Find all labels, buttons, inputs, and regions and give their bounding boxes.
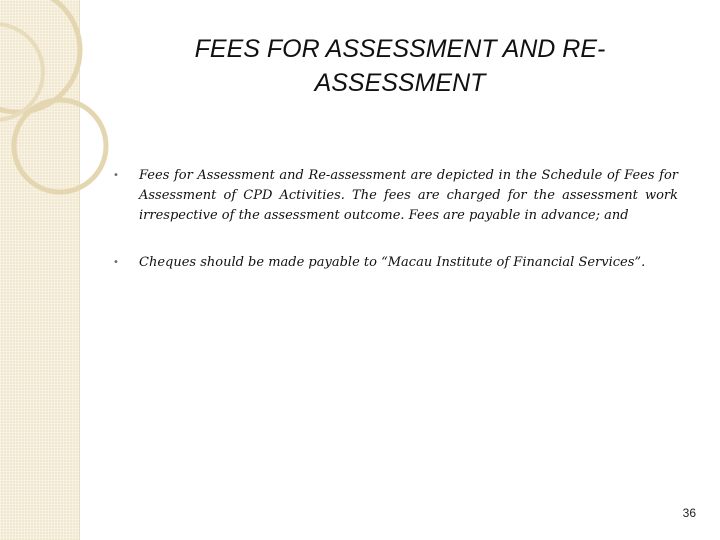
bullet-icon: • <box>113 257 119 268</box>
bullet-list <box>112 166 678 300</box>
bullet-icon: • <box>113 170 119 181</box>
bullet-text: Cheques should be made payable to “Macau Institute of Financial Services”. <box>139 255 646 270</box>
bullet-item <box>112 166 678 226</box>
bullet-text: Fees for Assessment and Re-assessment are depicted in the Schedule of Fees for Assessment of CPD Activities. The fees are charged for the assessment work irrespective of the assessment outcome. Fees are payable in advance; and <box>139 168 678 223</box>
deco-circle-small <box>14 100 106 192</box>
page-number: 36 <box>682 506 696 520</box>
slide-title: FEES FOR ASSESSMENT AND RE-ASSESSMENT <box>194 35 606 97</box>
bullet-item <box>112 253 678 273</box>
